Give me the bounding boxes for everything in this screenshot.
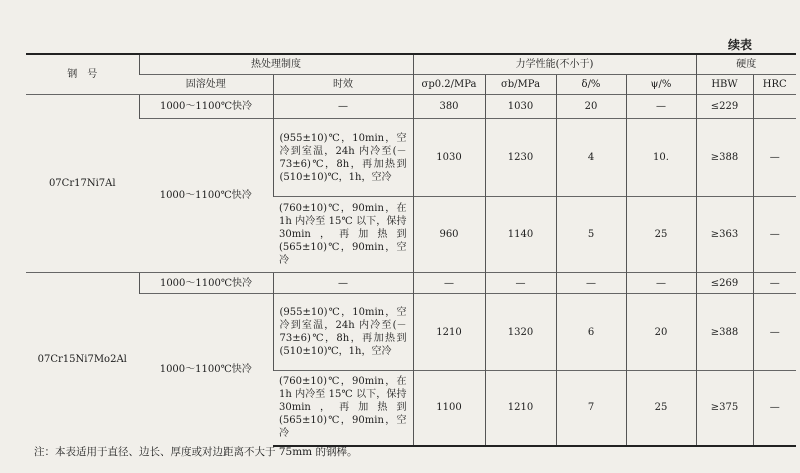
aging-cell: — [273,95,413,119]
hrc-cell: — [753,371,796,446]
reduction-cell: 25 [626,371,696,446]
hbw-cell: ≤269 [696,273,753,294]
solution-cell: 1000～1100℃快冷 [139,119,273,273]
hbw-cell: ≥388 [696,294,753,371]
col-hbw: HBW [696,75,753,95]
rp02-cell: 380 [413,95,485,119]
reduction-cell: — [626,273,696,294]
rp02-cell: 960 [413,197,485,273]
aging-cell: (955±10)℃，10min，空冷到室温，24h 内冷至(－73±6)℃，8h，再加热到(510±10)℃，1h，空冷 [273,119,413,197]
elongation-cell: 7 [556,371,626,446]
hbw-cell: ≥375 [696,371,753,446]
col-heat-treatment: 热处理制度 [139,54,413,75]
rm-cell: 1030 [485,95,556,119]
rp02-cell: — [413,273,485,294]
col-mechanical: 力学性能(不小于) [413,54,696,75]
elongation-cell: 5 [556,197,626,273]
col-solution: 固溶处理 [139,75,273,95]
rp02-cell: 1030 [413,119,485,197]
col-steel-grade: 钢 号 [26,54,139,95]
properties-table [26,53,796,447]
reduction-cell: 20 [626,294,696,371]
col-reduction: ψ/% [626,75,696,95]
rm-cell: 1230 [485,119,556,197]
solution-cell: 1000～1100℃快冷 [139,273,273,294]
col-hardness: 硬度 [696,54,796,75]
rm-cell: 1210 [485,371,556,446]
table-note: 注：本表适用于直径、边长、厚度或对边距离不大于 75mm 的钢棒。 [34,446,358,458]
elongation-cell: 20 [556,95,626,119]
steel-grade-cell: 07Cr15Ni7Mo2Al [26,273,139,446]
hbw-cell: ≤229 [696,95,753,119]
hrc-cell: — [753,294,796,371]
hrc-cell: — [753,119,796,197]
col-rm: σb/MPa [485,75,556,95]
rp02-cell: 1100 [413,371,485,446]
steel-grade-cell: 07Cr17Ni7Al [26,95,139,273]
hrc-cell: — [753,273,796,294]
elongation-cell: — [556,273,626,294]
table-row [26,294,796,371]
reduction-cell: 25 [626,197,696,273]
aging-cell: (955±10)℃，10min，空冷到室温，24h 内冷至(－73±6)℃，8h，再加热到(510±10)℃，1h，空冷 [273,294,413,371]
hrc-cell [753,95,796,119]
elongation-cell: 4 [556,119,626,197]
table-row [26,95,796,119]
reduction-cell: — [626,95,696,119]
table-row [26,273,796,294]
reduction-cell: 10. [626,119,696,197]
hbw-cell: ≥388 [696,119,753,197]
rm-cell: — [485,273,556,294]
col-elongation: δ/% [556,75,626,95]
col-aging: 时效 [273,75,413,95]
continued-label: 续表 [727,38,752,52]
rm-cell: 1320 [485,294,556,371]
col-hrc: HRC [753,75,796,95]
elongation-cell: 6 [556,294,626,371]
rp02-cell: 1210 [413,294,485,371]
col-rp02: σp0.2/MPa [413,75,485,95]
aging-cell: (760±10)℃，90min，在 1h 内冷至 15℃ 以下，保持 30min，再加热到(565±10)℃，90min，空冷 [273,371,413,446]
solution-cell: 1000～1100℃快冷 [139,95,273,119]
hbw-cell: ≥363 [696,197,753,273]
hrc-cell: — [753,197,796,273]
aging-cell: — [273,273,413,294]
rm-cell: 1140 [485,197,556,273]
table-row [26,119,796,197]
solution-cell: 1000～1100℃快冷 [139,294,273,446]
aging-cell: (760±10)℃，90min，在 1h 内冷至 15℃ 以下，保持 30min，再加热到(565±10)℃，90min，空冷 [273,197,413,273]
